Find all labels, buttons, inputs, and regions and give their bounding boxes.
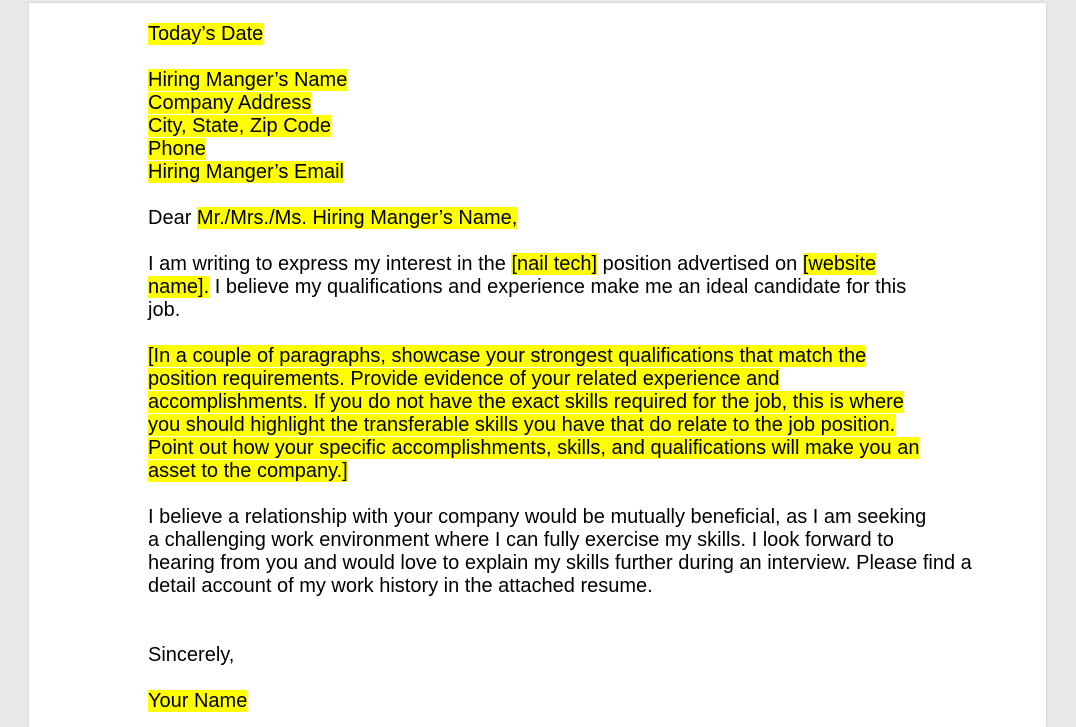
- recipient-name-line: [148, 69, 938, 92]
- closing-paragraph-line: I believe a relationship with your company would be mutually beneficial, as I am seeking: [148, 506, 927, 528]
- recipient-name: Hiring Manger’s Name: [148, 69, 348, 91]
- body-placeholder-line: [148, 391, 938, 414]
- body-placeholder-text: Point out how your specific accomplishments, skills, and qualifications will make you an: [148, 437, 920, 459]
- recipient-address: Company Address: [148, 92, 312, 114]
- salutation-name: Mr./Mrs./Ms. Hiring Manger’s Name,: [196, 207, 518, 229]
- blank-line: [148, 322, 938, 345]
- recipient-city-state-zip: City, State, Zip Code: [148, 115, 332, 137]
- signature-name: Your Name: [148, 690, 248, 712]
- body-placeholder-text: accomplishments. If you do not have the exact skills required for the job, this is where: [148, 391, 904, 413]
- recipient-phone: Phone: [148, 138, 206, 160]
- body-placeholder-text: asset to the company.]: [148, 460, 348, 482]
- intro-line-1: [148, 253, 938, 276]
- body-placeholder-text: position requirements. Provide evidence of your related experience and: [148, 368, 780, 390]
- body-placeholder-line: [148, 345, 938, 368]
- body-placeholder-line: [148, 414, 938, 437]
- signoff: Sincerely,: [148, 644, 235, 666]
- position-placeholder: [nail tech]: [511, 253, 598, 275]
- intro-text: I believe my qualifications and experience make me an ideal candidate for this: [209, 276, 907, 298]
- blank-line: [148, 46, 938, 69]
- website-placeholder: [website: [802, 253, 877, 275]
- closing-paragraph-line: a challenging work environment where I can fully exercise my skills. I look forward to: [148, 529, 894, 551]
- intro-text: position advertised on: [597, 253, 803, 275]
- recipient-city-line: [148, 115, 938, 138]
- recipient-phone-line: [148, 138, 938, 161]
- intro-line-2: [148, 276, 938, 299]
- salutation-line: [148, 207, 938, 230]
- intro-line-3: [148, 299, 938, 322]
- body-placeholder-line: [148, 460, 938, 483]
- body-placeholder-line: [148, 368, 938, 391]
- date-placeholder: Today’s Date: [148, 23, 264, 45]
- closing-paragraph-line: detail account of my work history in the attached resume.: [148, 575, 653, 597]
- body-placeholder-text: you should highlight the transferable skills you have that do relate to the job position.: [148, 414, 896, 436]
- recipient-address-line: [148, 92, 938, 115]
- recipient-email-line: [148, 161, 938, 184]
- blank-line: [148, 483, 938, 506]
- intro-text: job.: [148, 299, 181, 321]
- cover-letter-body: [148, 23, 972, 713]
- signature-line: [148, 690, 938, 713]
- blank-line: [148, 667, 938, 690]
- blank-line: [148, 230, 938, 253]
- salutation-prefix: Dear: [148, 207, 197, 229]
- blank-line: [148, 184, 938, 207]
- website-placeholder: name].: [148, 276, 210, 298]
- blank-lines: [148, 598, 938, 644]
- date-line: [148, 23, 938, 46]
- body-placeholder-line: [148, 437, 938, 460]
- intro-text: I am writing to express my interest in the: [148, 253, 512, 275]
- body-placeholder-text: [In a couple of paragraphs, showcase your strongest qualifications that match the: [148, 345, 867, 367]
- recipient-email: Hiring Manger’s Email: [148, 161, 344, 183]
- document-page: [29, 3, 1046, 727]
- closing-paragraph-line: hearing from you and would love to explain my skills further during an interview. Please find a: [148, 552, 972, 574]
